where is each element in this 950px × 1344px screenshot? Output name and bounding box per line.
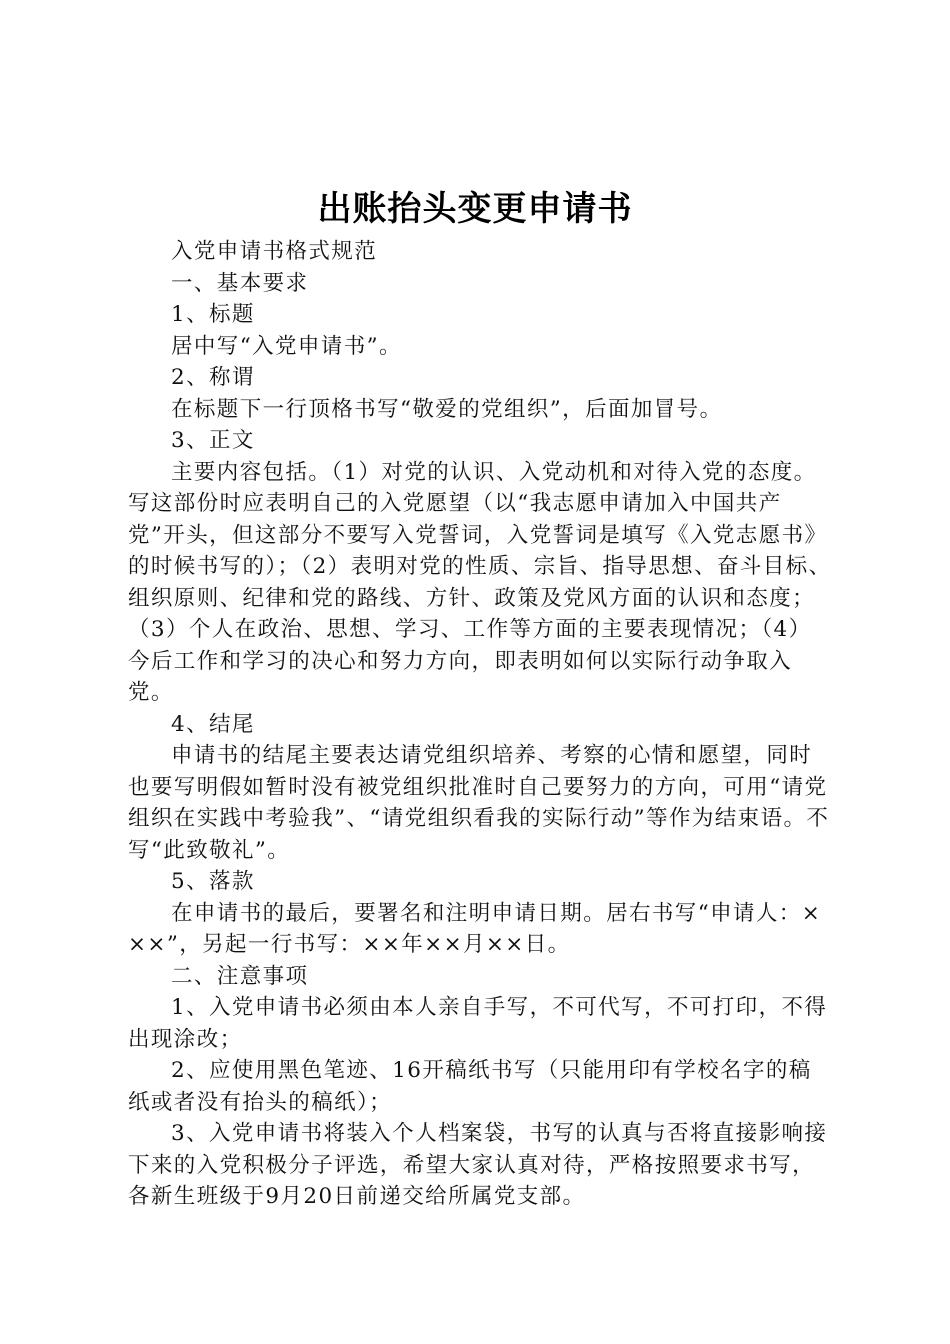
paragraph-title-rule: 居中写“入党申请书”。 (171, 333, 402, 359)
paragraph-note-1: 1、入党申请书必须由本人亲自手写，不可代写，不可打印，不得出现涂改； (128, 995, 828, 1052)
document-body (128, 236, 834, 1213)
item-heading-signature: 5、落款 (171, 869, 255, 894)
item-heading-salutation: 2、称谓 (171, 365, 255, 390)
paragraph-note-3: 3、入党申请书将装入个人档案袋，书写的认真与否将直接影响接下来的入党积极分子评选，希望大家认真对待，严格按照要求书写，各新生班级于9月20日前递交给所属党支部。 (128, 1121, 828, 1209)
paragraph-body-content: 主要内容包括。（1）对党的认识、入党动机和对待入党的态度。写这部份时应表明自己的入党愿望（以“我志愿申请加入中国共产党”开头，但这部分不要写入党誓词，入党誓词是填写《入党志愿书》的时候书写的）；（2）表明对党的性质、宗旨、指导思想、奋斗目标、组织原则、纪律和党的路线、方针、政策及党风方面的认识和态度；（3）个人在政治、思想、学习、工作等方面的主要表现情况；（4）今后工作和学习的决心和努力方向，即表明如何以实际行动争取入党。 (128, 459, 832, 705)
document-title: 出账抬头变更申请书 (317, 189, 633, 229)
paragraph-subtitle: 入党申请书格式规范 (171, 239, 378, 264)
paragraph-note-2: 2、应使用黑色笔迹、16开稿纸书写（只能用印有学校名字的稿纸或者没有抬头的稿纸）； (128, 1058, 812, 1115)
paragraph-signature-content: 在申请书的最后，要署名和注明申请日期。居右书写“申请人：×××”，另起一行书写：××年××月××日。 (128, 900, 822, 957)
item-heading-title: 1、标题 (171, 302, 255, 327)
item-heading-body: 3、正文 (171, 428, 255, 453)
section-heading-basic-requirements: 一、基本要求 (171, 270, 309, 296)
paragraph-ending-content: 申请书的结尾主要表达请党组织培养、考察的心情和愿望，同时也要写明假如暂时没有被党组织批准时自己要努力的方向，可用“请党组织在实践中考验我”、“请党组织看我的实际行动”等作为结束语。不写“此致敬礼”。 (128, 743, 830, 863)
section-heading-notes: 二、注意事项 (171, 963, 309, 989)
paragraph-salutation-rule: 在标题下一行顶格书写“敬爱的党组织”，后面加冒号。 (171, 396, 723, 422)
item-heading-ending: 4、结尾 (171, 711, 255, 737)
